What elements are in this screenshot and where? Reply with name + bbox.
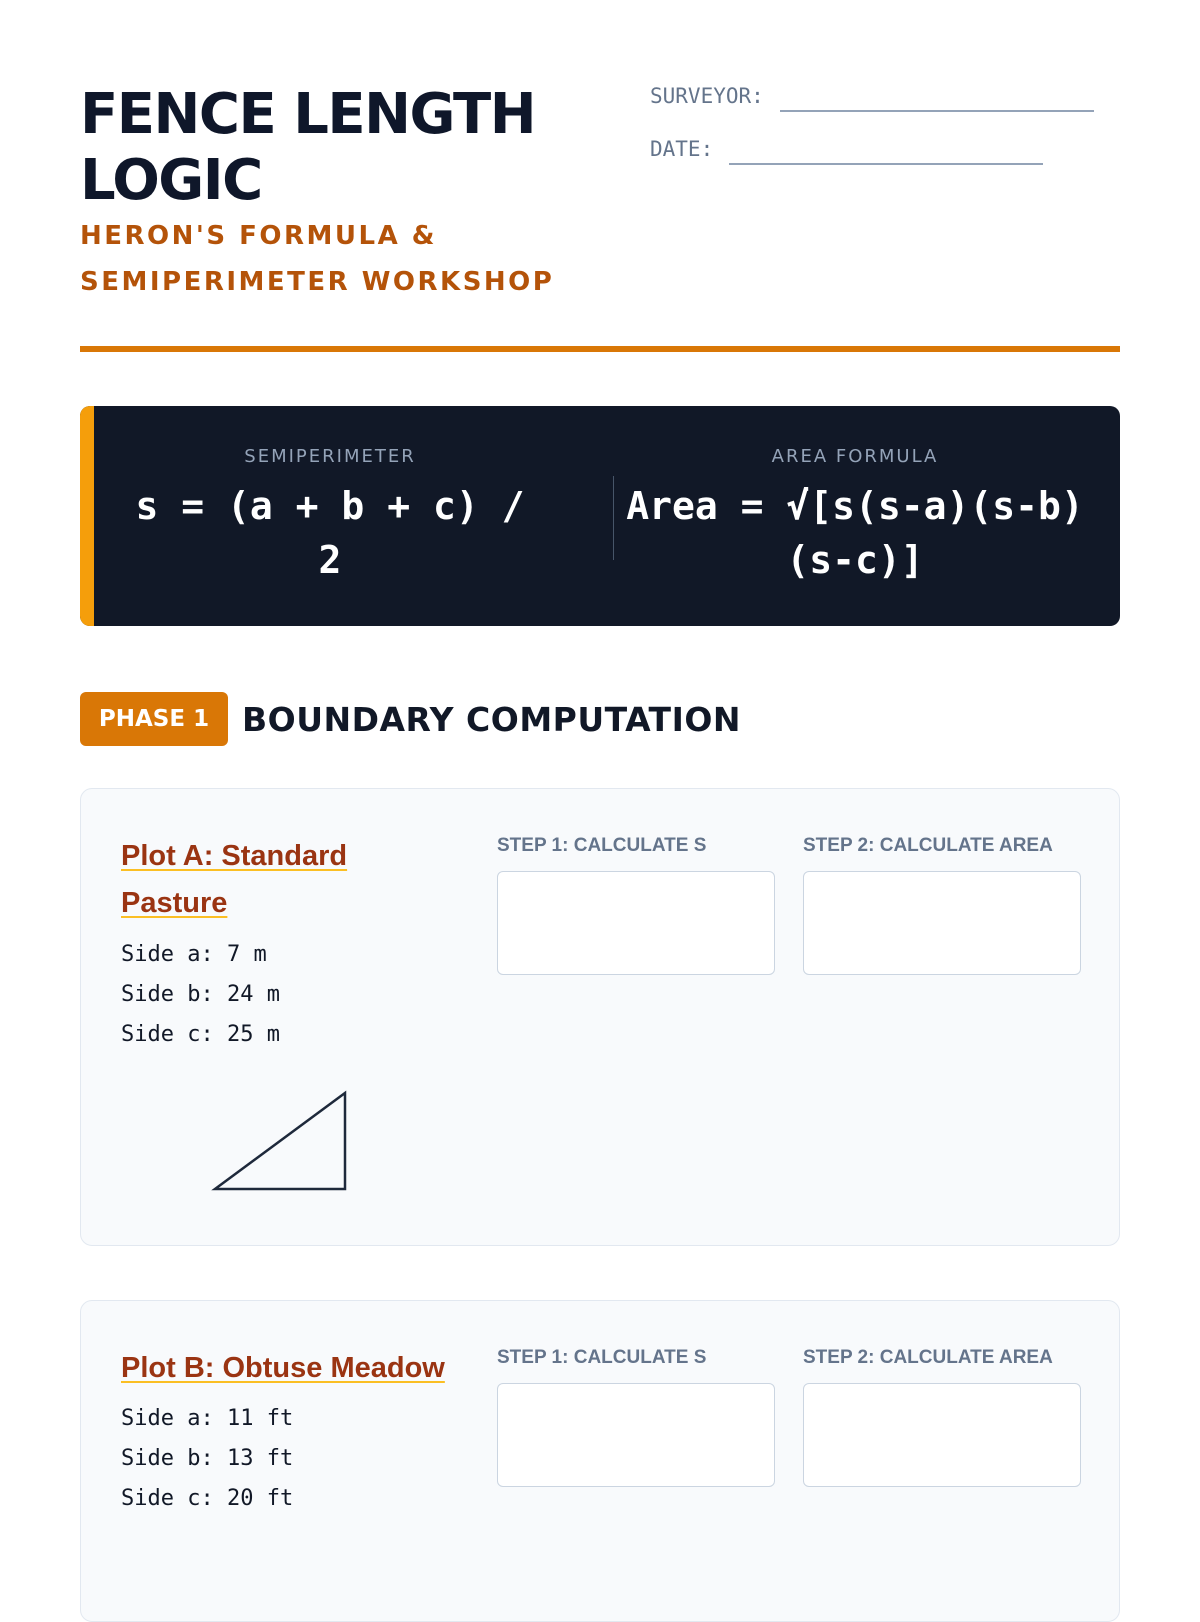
formula-divider xyxy=(613,476,614,560)
worksheet-subtitle: HERON'S FORMULA & SEMIPERIMETER WORKSHOP xyxy=(80,221,555,297)
area-answer-box[interactable] xyxy=(803,871,1081,975)
side-a: Side a: 11 ft xyxy=(121,1406,294,1431)
phase-title: BOUNDARY COMPUTATION xyxy=(242,700,742,739)
semiperimeter-label: SEMIPERIMETER xyxy=(244,446,416,467)
phase-badge: PHASE 1 xyxy=(80,692,228,746)
plot-title: Plot B: Obtuse Meadow xyxy=(121,1352,445,1384)
side-c: Side c: 25 m xyxy=(121,1022,280,1047)
plot-card xyxy=(80,1300,1120,1622)
date-field xyxy=(650,137,1043,161)
plot-side-list xyxy=(121,935,280,1055)
step2-label: STEP 2: CALCULATE AREA xyxy=(803,835,1053,856)
plot-side-list xyxy=(121,1399,293,1519)
semiperimeter-formula: s = (a + b + c) / 2 xyxy=(135,484,525,582)
step1-label: STEP 1: CALCULATE S xyxy=(497,835,707,856)
surveyor-input-line[interactable] xyxy=(780,110,1094,112)
surveyor-label: SURVEYOR: xyxy=(650,84,764,108)
header-divider xyxy=(80,346,1120,352)
plot-title: Plot A: Standard Pasture xyxy=(121,840,348,919)
formula-panel xyxy=(80,406,1120,626)
side-b: Side b: 13 ft xyxy=(121,1446,294,1471)
area-formula-block xyxy=(620,446,1090,587)
side-a: Side a: 7 m xyxy=(121,942,267,967)
semiperimeter-block xyxy=(130,446,530,587)
semiperimeter-answer-box[interactable] xyxy=(497,871,775,975)
step2-label: STEP 2: CALCULATE AREA xyxy=(803,1347,1053,1368)
side-b: Side b: 24 m xyxy=(121,982,280,1007)
right-triangle-icon xyxy=(211,1089,351,1195)
semiperimeter-answer-box[interactable] xyxy=(497,1383,775,1487)
date-label: DATE: xyxy=(650,137,714,161)
area-formula-label: AREA FORMULA xyxy=(771,446,939,467)
area-formula: Area = √[s(s-a)(s-b)(s-c)] xyxy=(626,484,1084,582)
surveyor-field xyxy=(650,84,1094,108)
area-answer-box[interactable] xyxy=(803,1383,1081,1487)
side-c: Side c: 20 ft xyxy=(121,1486,294,1511)
date-input-line[interactable] xyxy=(729,163,1043,165)
worksheet-title: FENCE LENGTH LOGIC xyxy=(80,82,536,213)
plot-card xyxy=(80,788,1120,1246)
formula-accent-bar xyxy=(80,406,94,626)
step1-label: STEP 1: CALCULATE S xyxy=(497,1347,707,1368)
